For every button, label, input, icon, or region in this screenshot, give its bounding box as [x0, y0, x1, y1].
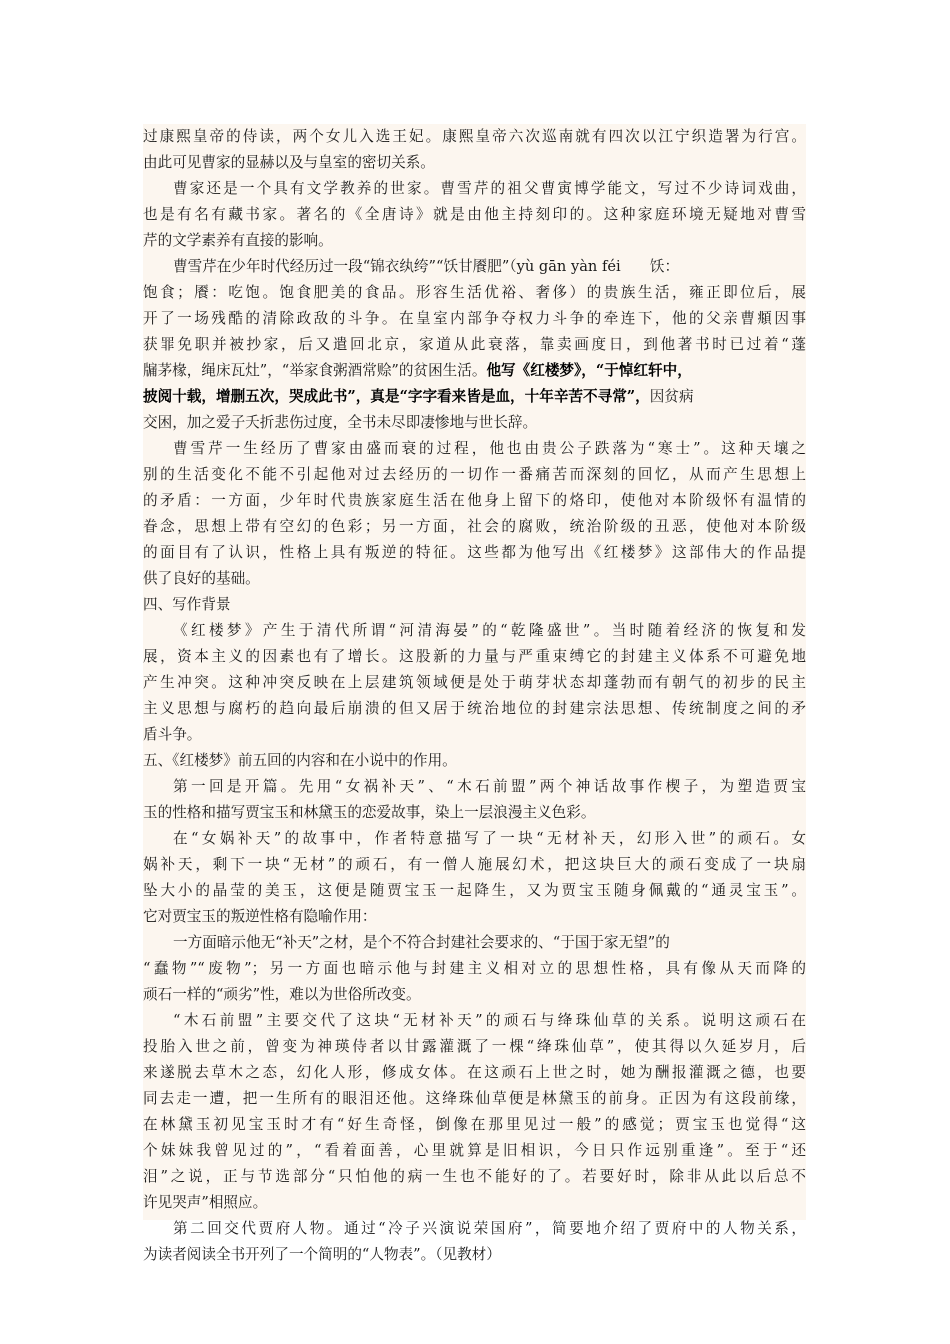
text-line: 许见哭声”相照应。: [143, 1194, 268, 1211]
text-line: 的面目有了认识，性格上具有叛逆的特征。这些都为他写出《红楼梦》这部伟大的作品提: [143, 544, 806, 561]
text-line: 供了良好的基础。: [143, 570, 260, 587]
text-line: 获罪免职并被抄家，后又遣回北京，家道从此衰落，靠卖画度日，到他著书时已过着“蓬: [143, 336, 806, 353]
text-line: 泪”之说，正与节选部分“只怕他的病一生也不能好的了。若要好时，除非从此以后总不: [143, 1168, 806, 1185]
section-heading: 五、《红楼梦》前五回的内容和在小说中的作用。: [143, 752, 457, 769]
text-line: 展，资本主义的因素也有了增长。这股新的力量与严重束缚它的封建主义体系不可避免地: [143, 648, 806, 665]
text-line: 同去走一遭，把一生所有的眼泪还他。这绛珠仙草便是林黛玉的前身。正因为有这段前缘，: [143, 1090, 806, 1107]
text-line: 眷念，思想上带有空幻的色彩；另一方面，社会的腐败，统治阶级的丑恶，使他对本阶级: [143, 518, 806, 535]
text-line: 别的生活变化不能不引起他对过去经历的一切作一番痛苦而深刻的回忆，从而产生思想上: [143, 466, 806, 483]
bold-quote: 他写《红楼梦》，“于悼红轩中，: [486, 362, 692, 379]
text-line: 由此可见曹家的显赫以及与皇室的密切关系。: [143, 154, 435, 171]
paragraph-line: 第二回交代贾府人物。通过“冷子兴演说荣国府”，简要地介绍了贾府中的人物关系，: [173, 1220, 806, 1237]
paragraph-line: 一方面暗示他无“补天”之材，是个不符合封建社会要求的、“于国于家无望”的: [173, 934, 670, 951]
paragraph-line: “木石前盟”主要交代了这块“无材补天”的顽石与绛珠仙草的关系。说明这顽石在: [173, 1012, 806, 1029]
text-segment: 牖茅椽，绳床瓦灶”，“举家食粥酒常赊”的贫困生活。: [143, 362, 487, 379]
text-line: [143, 384, 806, 410]
text-segment: 因贫病: [649, 388, 694, 405]
text-line: 在林黛玉初见宝玉时才有“好生奇怪，倒像在那里见过一般”的感觉；贾宝玉也觉得“这: [143, 1116, 806, 1133]
text-line: 过康熙皇帝的侍读，两个女儿入选王妃。康熙皇帝六次巡南就有四次以江宁织造署为行宫。: [143, 128, 806, 145]
text-line: 娲补天，剩下一块“无材”的顽石，有一僧人施展幻术，把这块巨大的顽石变成了一块扇: [143, 856, 806, 873]
text-line: 芹的文学素养有直接的影响。: [143, 232, 333, 249]
text-line: 玉的性格和描写贾宝玉和林黛玉的恋爱故事，染上一层浪漫主义色彩。: [143, 804, 596, 821]
text-line: 饱食；餍：吃饱。饱食肥美的食品。形容生活优裕、奢侈）的贵族生活，雍正即位后，展: [143, 284, 806, 301]
bold-quote: 披阅十载，增删五次，哭成此书”，真是“字字看来皆是血，十年辛苦不寻常”，: [143, 388, 650, 405]
text-line: 它对贾宝玉的叛逆性格有隐喻作用：: [143, 908, 377, 925]
text-line: 交困，加之爱子夭折悲伤过度，全书未尽即凄惨地与世长辞。: [143, 414, 538, 431]
text-line: [143, 358, 806, 384]
section-heading: 四、写作背景: [143, 596, 231, 613]
text-line: 盾斗争。: [143, 726, 202, 743]
text-line: 的矛盾：一方面，少年时代贵族家庭生活在他身上留下的烙印，使他对本阶级怀有温情的: [143, 492, 806, 509]
text-line: 投胎入世之前，曾变为神瑛侍者以甘露灌溉了一棵“绛珠仙草”，使其得以久延岁月，后: [143, 1038, 806, 1055]
text-line: 来遂脱去草木之态，幻化人形，修成女体。在这顽石上世之时，她为酬报灌溉之德，也要: [143, 1064, 806, 1081]
paragraph-line: 曹家还是一个具有文学教养的世家。曹雪芹的祖父曹寅博学能文，写过不少诗词戏曲，: [173, 180, 806, 197]
text-line: 开了一场残酷的清除政敌的斗争。在皇室内部争夺权力斗争的牵连下，他的父亲曹頫因事: [143, 310, 806, 327]
text-line: “蠢物”“废物”；另一方面也暗示他与封建主义相对立的思想性格，具有像从天而降的: [143, 960, 806, 977]
paragraph-line: 在“女娲补天”的故事中，作者特意描写了一块“无材补天，幻形入世”的顽石。女: [173, 830, 806, 847]
paragraph-line: 曹雪芹一生经历了曹家由盛而衰的过程，他也由贵公子跌落为“寒士”。这种天壤之: [173, 440, 806, 457]
paragraph-line: 《红楼梦》产生于清代所谓“河清海晏”的“乾隆盛世”。当时随着经济的恢复和发: [173, 622, 806, 639]
text-line: 坠大小的晶莹的美玉，这便是随贾宝玉一起降生，又为贾宝玉随身佩戴的“通灵宝玉”。: [143, 882, 806, 899]
text-line: 主义思想与腐朽的趋向最后崩溃的但又居于统治地位的封建宗法思想、传统制度之间的矛: [143, 700, 806, 717]
paragraph-line: 第一回是开篇。先用“女祸补天”、“木石前盟”两个神话故事作楔子，为塑造贾宝: [173, 778, 806, 795]
text-line: 也是有名有藏书家。著名的《全唐诗》就是由他主持刻印的。这种家庭环境无疑地对曹雪: [143, 206, 806, 223]
text-line: 产生冲突。这种冲突反映在上层建筑领域便是处于萌芽状态却蓬勃而有朝气的初步的民主: [143, 674, 806, 691]
paragraph-line: 曹雪芹在少年时代经历过一段“锦衣纨绔”“饫甘餍肥”（yù gān yàn féi 饫：: [173, 258, 680, 275]
text-line: 为读者阅读全书开列了一个简明的“人物表”。（见教材）: [143, 1246, 501, 1263]
document-body: [143, 124, 806, 1263]
text-line: 顽石一样的“顽劣”性，难以为世俗所改变。: [143, 986, 421, 1003]
text-line: 个妹妹我曾见过的”，“看着面善，心里就算是旧相识，今日只作远别重逢”。至于“还: [143, 1142, 806, 1159]
